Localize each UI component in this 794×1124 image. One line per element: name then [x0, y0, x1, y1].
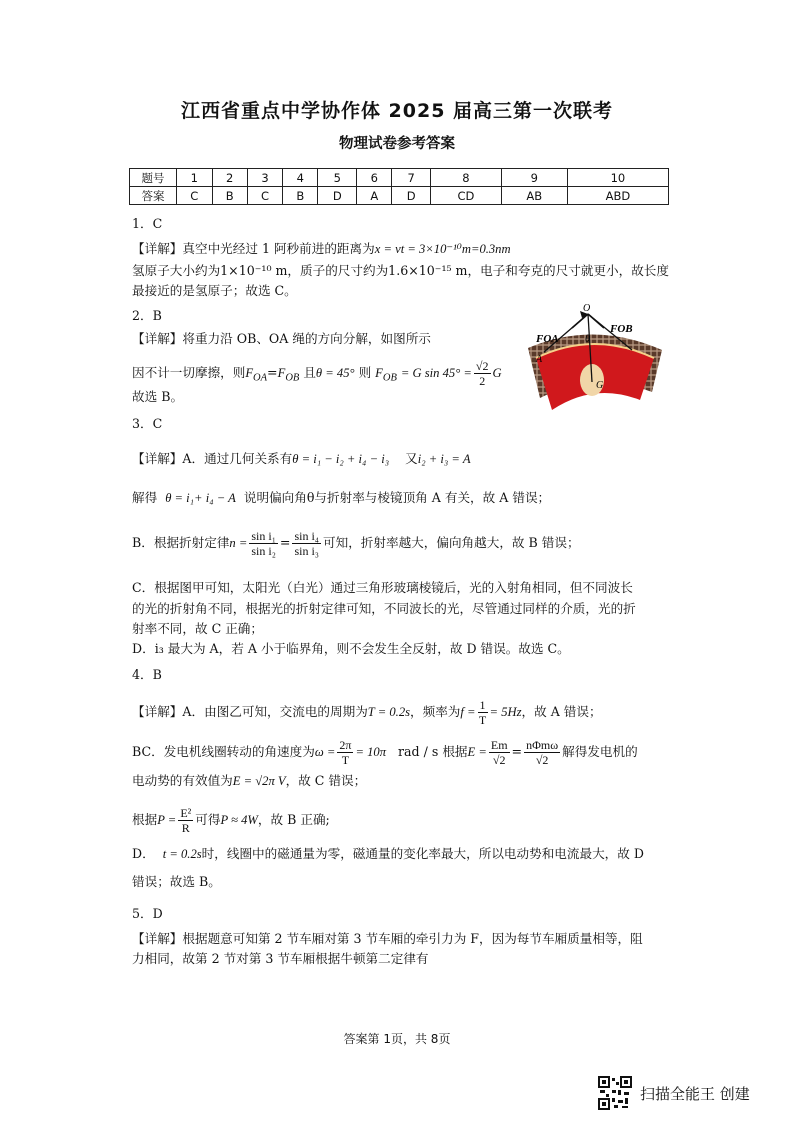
q3-solve: 解得 — [132, 490, 158, 505]
q3-text-b: 又 — [405, 451, 418, 466]
q3-line2 — [132, 489, 550, 507]
answer-cell: D — [318, 187, 357, 205]
q3-frac2 — [292, 529, 321, 558]
q4-frac4-den: √2 — [535, 753, 549, 767]
q3-b-conclusion: 可知，折射率越大，偏向角越大，故 B 错误； — [323, 535, 580, 550]
answer-table — [129, 168, 669, 205]
question-number-cell: 2 — [212, 169, 247, 187]
q4-e-eff: E = √2π V — [232, 774, 286, 788]
row-label-number: 题号 — [130, 169, 177, 187]
page-title: 江西省重点中学协作体 2025 届高三第一次联考 — [180, 100, 614, 122]
q4-line6: 错误；故选 B。 — [132, 874, 221, 889]
q4-line1 — [132, 698, 602, 727]
answer-cell: B — [283, 187, 318, 205]
answer-cell: AB — [501, 187, 567, 205]
q4-b-correct: ，故 B 正确; — [257, 812, 330, 827]
q2-f3: F — [375, 366, 383, 380]
question-number-cell: 6 — [357, 169, 392, 187]
answer-cell: A — [357, 187, 392, 205]
q2-text-c: 则 — [358, 365, 372, 380]
q4-text-d: ，故 A 错误； — [521, 704, 602, 719]
q2-foa — [245, 366, 268, 384]
q4-frac1-den: T — [478, 713, 487, 727]
fig-label-foa: FOA — [536, 333, 559, 345]
answer-cell: C — [177, 187, 213, 205]
q4-frac5-num: E² — [180, 806, 192, 820]
fig-label-a: A — [536, 354, 543, 365]
q4-frac5-den: R — [181, 821, 190, 835]
question-number-cell: 4 — [283, 169, 318, 187]
q3-text-a: 【详解】A．通过几何关系有 — [132, 451, 293, 466]
answer-cell: B — [212, 187, 247, 205]
q2-sub-ob2: OB — [382, 372, 397, 384]
q2-fob — [277, 366, 300, 384]
q4-time: t = 0.2s — [162, 847, 202, 861]
q3-frac2-num: sin i₄ — [294, 529, 319, 543]
q2-sub-oa: OA — [253, 372, 268, 384]
q2-text-b: 且 — [303, 365, 316, 380]
q2-f2: F — [277, 366, 286, 380]
q4-obtain: 可得 — [195, 812, 221, 827]
q4-frac2-den: T — [341, 753, 350, 767]
q3-eq: = — [279, 535, 291, 550]
q3-formula1: θ = i₁ − i₂ + i₄ − i₃ — [292, 452, 390, 466]
q4-frac4 — [524, 738, 560, 767]
fig-label-g: G — [596, 380, 604, 391]
q4-p: P = — [157, 813, 177, 827]
q2-f1: F — [245, 366, 254, 380]
answer-cell: C — [247, 187, 283, 205]
q2-figure — [522, 300, 667, 430]
q2-frac-num: √2 — [475, 359, 489, 373]
qr-code-icon — [598, 1076, 632, 1110]
q1-line1 — [132, 240, 511, 258]
fig-label-fob: FOB — [610, 323, 633, 335]
q4-text-b: ，频率为 — [410, 704, 461, 719]
q4-according: 根据 — [132, 812, 158, 827]
q3-line4: C．根据图甲可知，太阳光（白光）通过三角形玻璃棱镜后，光的入射角相同，但不同波长 — [132, 580, 633, 595]
q3-frac2-den: sin i₃ — [294, 544, 319, 558]
q2-g: G — [492, 366, 502, 380]
question-number-cell: 5 — [318, 169, 357, 187]
answer-cell: D — [392, 187, 431, 205]
q4-bc-text: BC．发电机线圈转动的角速度为 — [132, 744, 315, 759]
q4-frac2-num: 2π — [339, 738, 352, 752]
scanner-watermark: 扫描全能王 创建 — [640, 1085, 750, 1103]
q2-line3: 故选 B。 — [132, 389, 184, 404]
q4-line4 — [132, 806, 330, 835]
q4-frac2 — [337, 738, 353, 767]
q4-frac3-den: √2 — [492, 753, 506, 767]
q3-line3 — [132, 529, 580, 558]
q4-text-solve: 解得发电机的 — [562, 744, 638, 759]
page-subtitle: 物理试卷参考答案 — [339, 136, 455, 152]
q3-n: n = — [229, 536, 248, 550]
table-row-answers — [130, 187, 669, 205]
q2-line1: 【详解】将重力沿 OB、OA 绳的方向分解，如图所示 — [132, 331, 431, 346]
q3-frac1-num: sin i₁ — [251, 529, 276, 543]
q4-e: E = — [467, 745, 487, 759]
q4-omega-val: = 10π — [355, 745, 387, 759]
q4-frac5 — [178, 806, 193, 835]
row-label-answer: 答案 — [130, 187, 177, 205]
q3-heading: 3．C — [132, 416, 163, 431]
q2-frac-den: 2 — [479, 374, 486, 388]
q2-gsin: = G sin 45° = — [400, 366, 472, 380]
fig-label-o: O — [583, 303, 591, 314]
q4-frac3-num: Em — [490, 738, 508, 752]
q2-eq: = — [267, 365, 278, 380]
q4-frac3 — [489, 738, 510, 767]
q4-eff-text: 电动势的有效值为 — [132, 773, 233, 788]
q5-line1: 【详解】根据题意可知第 2 节车厢对第 3 节车厢的牵引力为 F，因为每节车厢质量相等，阻 — [132, 931, 643, 946]
q4-heading: 4．B — [132, 667, 162, 682]
question-number-cell: 3 — [247, 169, 283, 187]
q1-line2: 氢原子大小约为1×10⁻¹⁰ m，质子的尺寸约为1.6×10⁻¹⁵ m，电子和夸克的尺寸就更小，故长度 — [132, 263, 669, 278]
question-number-cell: 10 — [567, 169, 668, 187]
question-number-cell: 8 — [431, 169, 502, 187]
q1-formula: x = vt = 3×10⁻¹⁰m=0.3nm — [374, 242, 511, 256]
q5-line2: 力相同，故第 2 节对第 3 节车厢根据牛顿第二定律有 — [132, 951, 429, 966]
q2-line2 — [132, 359, 502, 388]
q4-freq: = 5Hz — [489, 705, 522, 719]
q2-fob2 — [375, 366, 397, 384]
q3-frac1-den: sin i₂ — [251, 544, 276, 558]
q5-heading: 5．D — [132, 906, 163, 921]
q2-fraction — [474, 359, 491, 388]
q4-d-label: D． — [132, 846, 155, 861]
q4-d-text: 时，线圈中的磁通量为零，磁通量的变化率最大，所以电动势和电流最大，故 D — [201, 846, 644, 861]
q4-text-a: 【详解】A．由图乙可知，交流电的周期为 — [132, 704, 368, 719]
fig-label-theta: θ — [585, 334, 590, 345]
table-row-numbers — [130, 169, 669, 187]
q4-frac4-num: nΦmω — [526, 738, 559, 752]
q3-formula3: θ = i₁+ i₄ − A — [165, 491, 236, 505]
q4-c-wrong: ，故 C 错误； — [285, 773, 367, 788]
q1-line3: 最接近的是氢原子；故选 C。 — [132, 283, 297, 298]
answer-cell: ABD — [567, 187, 668, 205]
q3-line1 — [132, 450, 471, 468]
q4-line2 — [132, 738, 638, 767]
q1-text: 【详解】真空中光经过 1 阿秒前进的距离为 — [132, 241, 375, 256]
q3-b-text: B．根据折射定律 — [132, 535, 230, 550]
q4-f: f = — [460, 705, 476, 719]
fob-arrow — [588, 314, 604, 328]
q3-frac1 — [249, 529, 278, 558]
q4-frac1 — [478, 698, 488, 727]
q3-line5: 的光的折射角不同，根据光的折射定律可知，不同波长的光，尽管通过同样的介质，光的折 — [132, 601, 636, 616]
q4-period: T = 0.2s — [367, 705, 411, 719]
question-number-cell: 7 — [392, 169, 431, 187]
answer-cell: CD — [431, 187, 502, 205]
q3-line6: 射率不同，故 C 正确； — [132, 621, 263, 636]
page-footer: 答案第 1页，共 8页 — [343, 1032, 451, 1046]
q2-theta: θ = 45° — [315, 366, 355, 380]
q4-eq: = — [511, 744, 523, 759]
q3-text-c: 说明偏向角θ与折射率与棱镜顶角 A 有关，故 A 错误； — [243, 490, 551, 505]
q4-line3 — [132, 772, 366, 790]
q3-line7: D．i₃ 最大为 A，若 A 小于临界角，则不会发生全反射，故 D 错误。故选 C。 — [132, 641, 570, 656]
q4-p-val: P ≈ 4W — [220, 813, 258, 827]
q2-text-a: 因不计一切摩擦，则 — [132, 365, 246, 380]
foa-arrow — [572, 314, 588, 328]
q3-formula2: i₂ + i₃ = A — [417, 452, 471, 466]
q4-frac1-num: 1 — [479, 698, 486, 712]
q2-sub-ob: OB — [285, 372, 300, 384]
q1-heading: 1．C — [132, 216, 163, 231]
q4-omega: ω = — [314, 745, 336, 759]
question-number-cell: 1 — [177, 169, 213, 187]
q4-line5 — [132, 845, 644, 863]
q4-unit-text: rad / s 根据 — [398, 744, 468, 759]
q2-heading: 2．B — [132, 308, 162, 323]
question-number-cell: 9 — [501, 169, 567, 187]
